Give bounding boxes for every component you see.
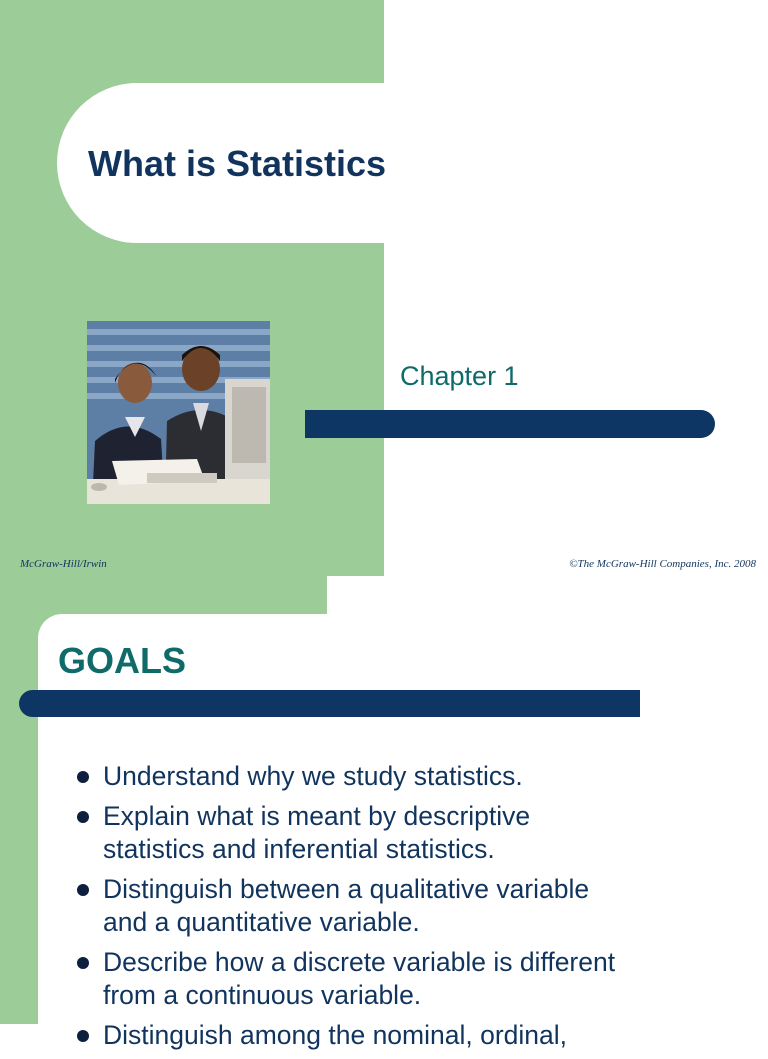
goal-text-continued: from a continuous variable. [103,980,422,1010]
goal-text: Distinguish between a qualitative variable [103,874,590,904]
goal-text: Describe how a discrete variable is different [103,947,616,977]
goal-text: Distinguish among the nominal, ordinal, [103,1020,568,1050]
bullet-icon [77,811,89,823]
goals-slide [0,576,768,1050]
copyright-footer: ©The McGraw-Hill Companies, Inc. 2008 [569,558,756,570]
goal-item [74,873,714,939]
slide-title: What is Statistics [88,143,387,184]
goals-list [74,760,714,1059]
chapter-subtitle: Chapter 1 [400,361,519,391]
goal-item [74,1019,714,1052]
goal-text-continued: and a quantitative variable. [103,907,420,937]
people-at-computer-photo [87,321,270,504]
publisher-footer: McGraw-Hill/Irwin [20,558,107,570]
goal-text: Understand why we study statistics. [103,761,523,791]
bullet-icon [77,771,89,783]
goal-item [74,946,714,1012]
goals-title: GOALS [58,640,187,681]
bullet-icon [77,884,89,896]
bullet-icon [77,957,89,969]
goal-item [74,800,714,866]
accent-bar [305,410,715,438]
goal-text-continued: statistics and inferential statistics. [103,834,495,864]
bullet-icon [77,1030,89,1042]
goal-text: Explain what is meant by descriptive [103,801,531,831]
accent-bar [19,690,640,717]
goal-item [74,760,714,793]
